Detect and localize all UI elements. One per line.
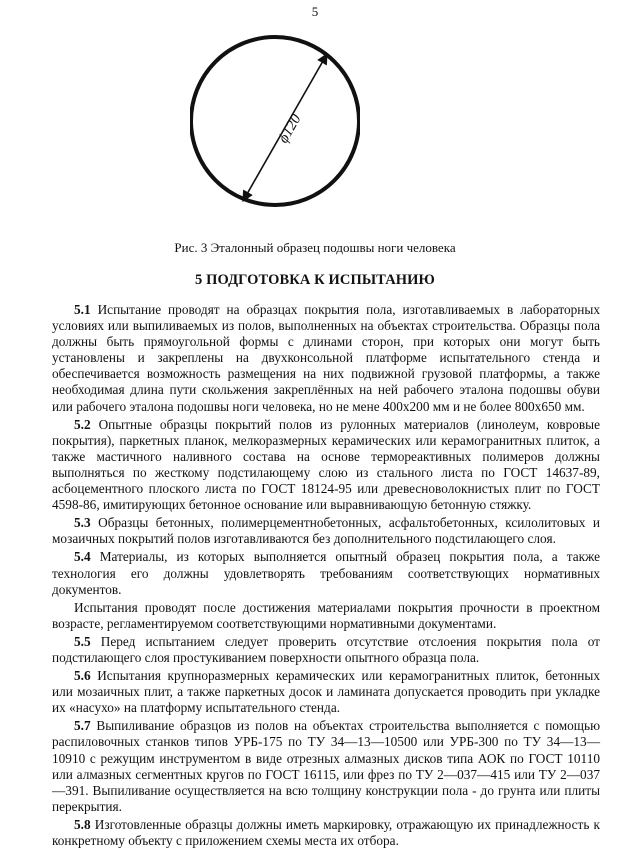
- paragraph-text: Перед испытанием следует проверить отсутствие отслоения покрытия пола от подстилающего слоя простукиванием поверхности опытного образца пола.: [52, 633, 600, 665]
- paragraph-text: Образцы бетонных, полимерцементнобетонных, асфальтобетонных, ксилолитовых и мозаичных покрытий полов изготавливаются без дополнительного подстилающего слоя.: [52, 515, 601, 547]
- paragraph-number: 5.8: [74, 816, 91, 832]
- paragraph-number: 5.6: [74, 668, 91, 684]
- paragraph-5-5: [52, 634, 600, 666]
- paragraph-number: 5.3: [74, 515, 91, 531]
- sample-circle: [191, 37, 359, 205]
- page-number: 5: [311, 4, 319, 19]
- paragraph-text: Опытные образцы покрытий полов из рулонных материалов (линолеум, ковровые покрытия), паркетных планок, мелкоразмерных керамических или керамогранитных плиток, а также мастичного наливного состава на основе термореактивных полимеров должны выполняться по жесткому подстилающему слою из стального листа по ГОСТ 14637-89, асбоцементного плоского листа по ГОСТ 18124-95 или древесноволокнистых плит по ГОСТ 4598-86, имитирующих бетонное основание или выравнивающую бетонную стяжку.: [52, 416, 600, 513]
- circle-diagram: [190, 26, 360, 216]
- paragraph-text: Испытание проводят на образцах покрытия пола, изготавливаемых в лабораторных условиях или выпиливаемых из полов, выполненных на объектах строительства. Образцы пола должны быть прямоугольной формы с длинами сторон, при которых они могут быть установлены и закреплены на двухконсольной платформе испытательного стенда и обеспечивается возможность размещения на них подвижной грузовой платформы, а также необходимая длина пути скольжения закреплённых на ней рабочего эталона подошвы обуви или рабочего эталона подошвы ноги человека, но не мене 400x200 мм и не более 800x650 мм.: [52, 302, 601, 414]
- paragraph-text: Выпиливание образцов из полов на объектах строительства выполняется с помощью распиловочных станков типов УРБ-175 по ТУ 34—13—10500 или УРБ-300 по ТУ 34—13—10910 с режущим инструментом в виде отрезных алмазных дисков типа АОК по ГОСТ 10110 или алмазных сегментных кругов по ГОСТ 16115, или фрез по ТУ 2—037—415 или ТУ 2—037—391. Выпиливание осуществляется на всю толщину конструкции пола - до грунта или плиты перекрытия.: [52, 718, 601, 814]
- paragraph-tests-note: [52, 600, 600, 632]
- paragraph-5-7: [52, 718, 600, 815]
- paragraph-number: 5.5: [74, 633, 91, 649]
- diameter-label: ϕ120: [275, 111, 305, 146]
- paragraph-text: Испытания крупноразмерных керамических или керамогранитных плиток, бетонных или мозаичных плит, а также паркетных досок и ламината допускается проводить при укладке их «насухо» на платформу испытательного стенда.: [52, 668, 600, 716]
- paragraph-text: Изготовленные образцы должны иметь маркировку, отражающую их принадлежность к конкретному объекту с приложением схемы места их отбора.: [52, 816, 600, 848]
- paragraph-text: Испытания проводят после достижения материалами покрытия прочности в проектном возрасте, регламентируемом соответствующими нормативными документами.: [52, 599, 600, 631]
- paragraph-text: Материалы, из которых выполняется опытный образец покрытия пола, а также технология его должны удовлетворять требованиям соответствующих нормативных документов.: [52, 549, 601, 597]
- paragraph-5-3: [52, 515, 600, 547]
- figure-caption: Рис. 3 Эталонный образец подошвы ноги человека: [174, 240, 456, 255]
- paragraph-5-8: [52, 817, 600, 849]
- paragraph-5-4: [52, 549, 600, 597]
- section-title: 5 ПОДГОТОВКА К ИСПЫТАНИЮ: [195, 272, 435, 288]
- body-text: [52, 302, 600, 851]
- paragraph-number: 5.1: [74, 302, 91, 317]
- paragraph-5-6: [52, 668, 600, 716]
- figure-reference-foot-sample: [190, 26, 360, 216]
- paragraph-number: 5.4: [74, 549, 91, 565]
- paragraph-5-2: [52, 417, 600, 514]
- paragraph-number: 5.2: [74, 416, 91, 432]
- paragraph-number: 5.7: [74, 718, 91, 734]
- paragraph-5-1: [52, 302, 600, 415]
